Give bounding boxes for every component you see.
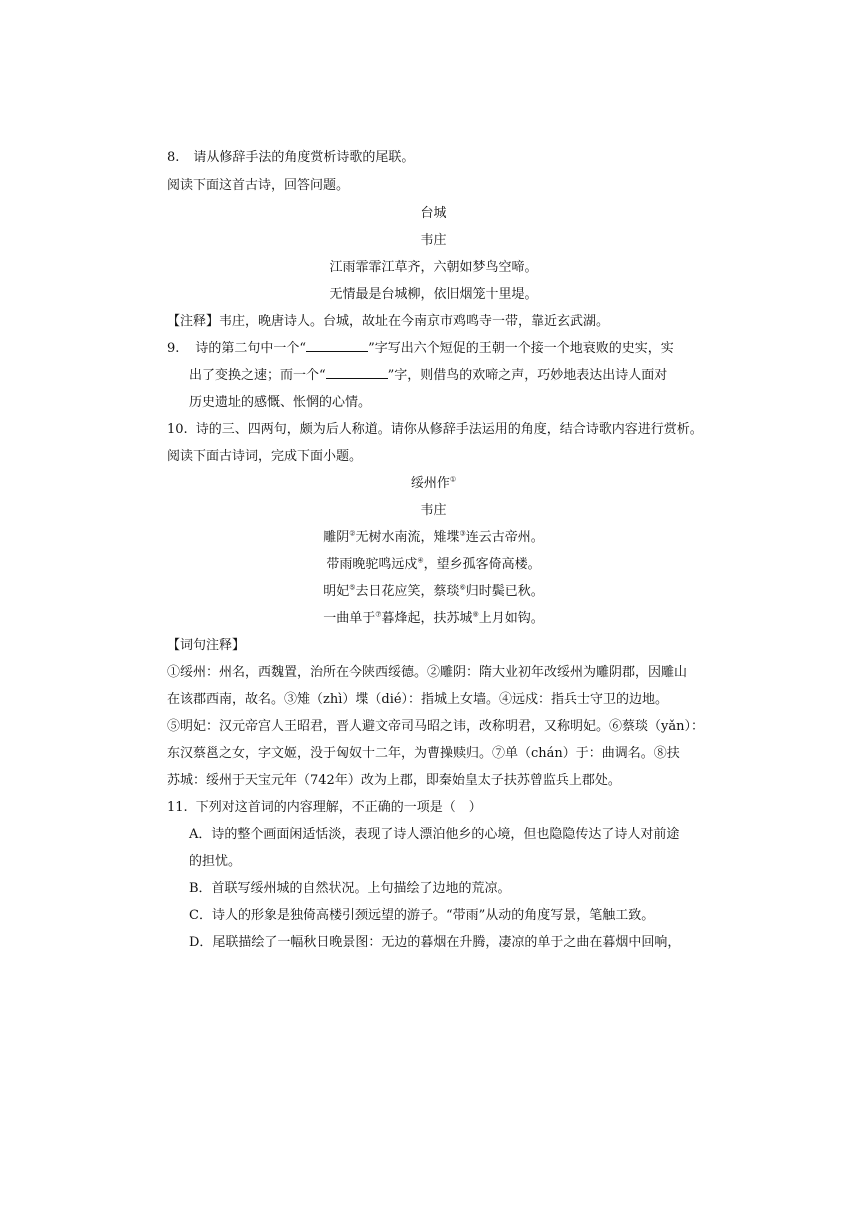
poem-line: 明妃⑤去日花应笑，蔡琰⑥归时鬓已秋。 [323,583,544,599]
answer-blank [306,339,368,352]
option-c: C．诗人的形象是独倚高楼引颈远望的游子。“带雨”从动的角度写景，笔触工致。 [189,908,655,923]
notes-line: ⑤明妃：汉元帝宫人王昭君，晋人避文帝司马昭之讳，改称明君，又称明妃。⑥蔡琰（yǎn）： [167,719,704,734]
question-text: 请从修辞手法的角度赏析诗歌的尾联。 [193,150,415,165]
option-d: D．尾联描绘了一幅秋日晚景图：无边的暮烟在升腾，凄凉的单于之曲在暮烟中回响， [189,935,681,950]
question-number: 9. [167,341,180,356]
reading-intro: 阅读下面这首古诗，回答问题。 [167,178,350,193]
question-text: 下列对这首词的内容理解，不正确的一项是（ ） [195,800,482,815]
notes-line: ①绥州：州名，西魏置，治所在今陕西绥德。②雕阴：隋大业初年改绥州为雕阴郡，因雕山 [167,665,688,680]
reading-intro: 阅读下面古诗词，完成下面小题。 [167,449,363,464]
notes-heading: 【词句注释】 [167,638,246,653]
option-a: A．诗的整个画面闲适恬淡，表现了诗人漂泊他乡的心境，但也隐隐传达了诗人对前途 [189,827,680,842]
question-11 [167,798,482,818]
option-a-continued: 的担忧。 [189,854,242,869]
question-10 [167,420,703,440]
poem-line: 无情最是台城柳，依旧烟笼十里堤。 [329,287,538,302]
question-9-line-2: 出了变换之速；而一个“ ”字，则借鸟的欢啼之声，巧妙地表达出诗人面对 [189,368,668,383]
option-b: B．首联写绥州城的自然状况。上句描绘了边地的荒凉。 [189,881,511,896]
question-number: 8. [167,150,180,165]
question-9-line-3: 历史遗址的感慨、怅惘的心情。 [189,395,372,410]
notes-line: 苏城：绥州于天宝元年（742年）改为上郡，即秦始皇太子扶苏曾监兵上郡处。 [167,773,621,788]
answer-blank [326,366,388,379]
notes-line: 在该郡西南，故名。③雉（zhì）堞（dié）：指城上女墙。④远戍：指兵士守卫的边地。 [167,692,669,707]
poem-author: 韦庄 [420,233,447,248]
poem-line: 一曲单于⑦暮烽起，扶苏城⑧上月如钩。 [323,610,544,626]
poem-title: 台城 [420,206,447,221]
poem-line: 江雨霏霏江草齐，六朝如梦鸟空啼。 [329,260,538,275]
poem-author: 韦庄 [420,503,447,518]
question-8 [167,148,414,168]
notes-line: 东汉蔡邕之女，字文姬，没于匈奴十二年，为曹操赎归。⑦单（chán）于：曲调名。⑧扶 [167,746,680,761]
poem-note: 【注释】韦庄，晚唐诗人。台城，故址在今南京市鸡鸣寺一带，靠近玄武湖。 [167,314,610,329]
question-text: 诗的三、四两句，颇为后人称道。请你从修辞手法运用的角度，结合诗歌内容进行赏析。 [195,422,703,437]
question-number: 10. [167,422,188,437]
poem-line: 带雨晚驼鸣远戍④，望乡孤客倚高楼。 [326,556,541,572]
poem-line: 雕阴②无树水南流，雉堞③连云古帝州。 [323,529,544,545]
question-number: 11. [167,800,188,815]
question-9: 9. 诗的第二句中一个“ ”字写出六个短促的王朝一个接一个地衰败的史实，实 [167,341,674,356]
footnote-marker: ① [449,475,457,484]
poem-title: 绥州作① [410,475,457,491]
